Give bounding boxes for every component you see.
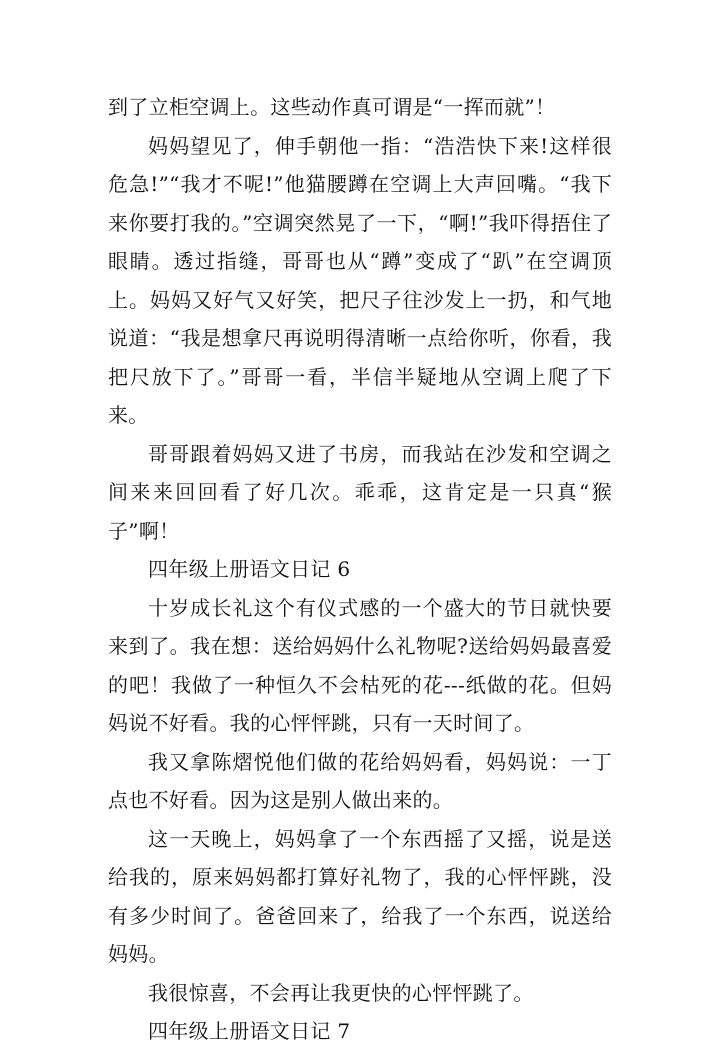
paragraph-surprise: 我很惊喜，不会再让我更快的心怦怦跳了。 — [148, 980, 534, 1005]
paragraph-mother-warns: 妈妈望见了，伸手朝他一指：“浩浩快下来!这样很危急!”“我才不呢!”他猫腰蹲在空调上大声回嘴。“我下来你要打我的。”空调突然晃了一下，“啊!”我吓得捂住了眼睛。透过指缝，哥哥也从“蹲”变成了“趴”在空调顶上。妈妈又好气又好笑，把尺子往沙发上一扔，和气地说道：“我是想拿尺再说明得清晰一点给你听，你看，我把尺放下了。”哥哥一看，半信半疑地从空调上爬了下来。 — [108, 133, 612, 427]
paragraph-evening-gift: 这一天晚上，妈妈拿了一个东西摇了又摇，说是送给我的，原来妈妈都打算好礼物了，我的心怦怦跳，没有多少时间了。爸爸回来了，给我了一个东西，说送给妈妈。 — [108, 826, 612, 966]
document-body — [108, 88, 612, 1051]
diary-heading-7: 四年级上册语文日记 7 — [148, 1019, 351, 1043]
paragraph-continuation: 到了立柜空调上。这些动作真可谓是“一挥而就”！ — [108, 95, 556, 119]
paragraph-flowers: 我又拿陈熠悦他们做的花给妈妈看，妈妈说：一丁点也不好看。因为这是别人做出来的。 — [108, 749, 612, 812]
paragraph-monkey: 哥哥跟着妈妈又进了书房，而我站在沙发和空调之间来来回回看了好几次。乖乖，这肯定是一只真“猴子”啊！ — [108, 441, 612, 543]
paragraph-growth-ceremony: 十岁成长礼这个有仪式感的一个盛大的节日就快要来到了。我在想：送给妈妈什么礼物呢?送给妈妈最喜爱的吧！我做了一种恒久不会枯死的花---纸做的花。但妈妈说不好看。我的心怦怦跳，只有一天时间了。 — [108, 595, 612, 735]
diary-heading-6: 四年级上册语文日记 6 — [148, 557, 351, 581]
